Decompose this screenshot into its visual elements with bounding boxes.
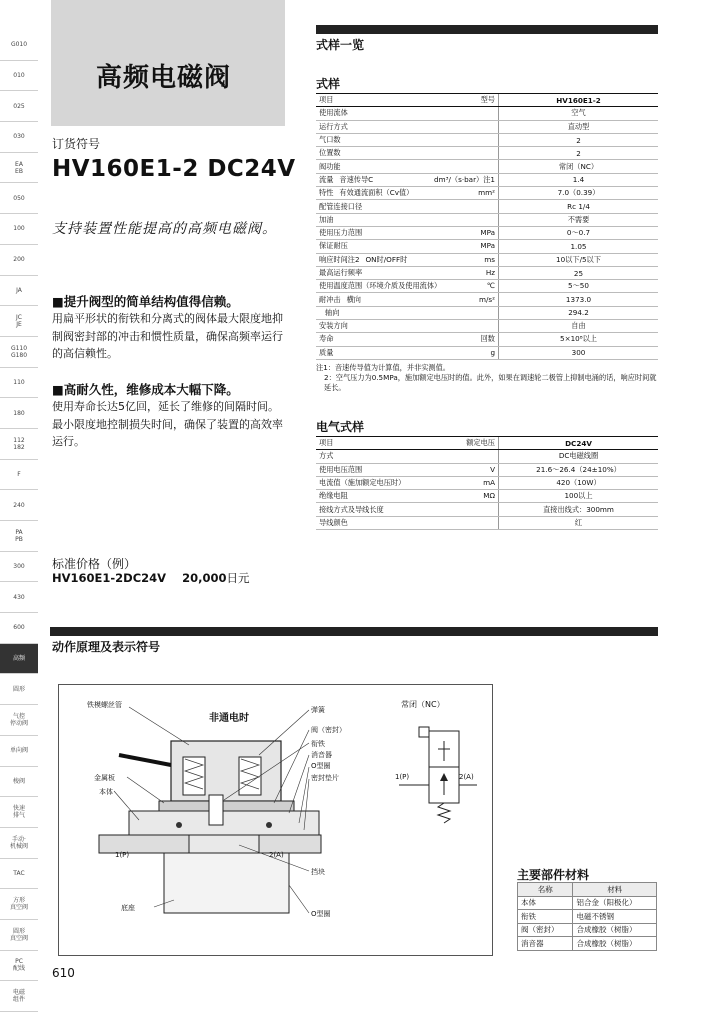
spec-value: 1.05	[499, 240, 659, 253]
part-material: 合成橡胶（树脂）	[573, 937, 657, 951]
elec-unit: V	[490, 464, 495, 474]
part-name: 本体	[518, 896, 573, 910]
parts-row	[518, 896, 657, 910]
spec-notes	[316, 363, 658, 393]
spec-label-cell	[316, 133, 499, 146]
spec-row	[316, 293, 658, 306]
parts-table	[517, 882, 657, 951]
symbol-port-1: 1(P)	[395, 773, 410, 781]
elec-row	[316, 516, 658, 529]
index-tab[interactable]: 圆形 真空阀	[0, 920, 38, 951]
index-tab[interactable]: 180	[0, 398, 38, 429]
spec-label: 质量	[319, 347, 334, 357]
index-tab[interactable]: 112 182	[0, 429, 38, 460]
spec-unit: MPa	[480, 228, 495, 238]
spec-header-model-label: 型号	[480, 95, 495, 105]
spec-row	[316, 240, 658, 253]
spec-overview-heading: 式样一览	[316, 38, 365, 52]
spec-value: 2	[499, 133, 659, 146]
index-tab[interactable]: PC 配线	[0, 951, 38, 982]
elec-label: 接线方式及导线长度	[319, 504, 384, 514]
index-tab[interactable]: 430	[0, 582, 38, 613]
principle-heading: 动作原理及表示符号	[52, 640, 161, 654]
parts-header-name: 名称	[518, 883, 573, 897]
spec-label: 安装方向	[319, 321, 348, 331]
spec-label-cell	[316, 160, 499, 173]
spec-value: 0～0.7	[499, 226, 659, 239]
elec-header-value: DC24V	[499, 437, 659, 450]
spec-value: Rc 1/4	[499, 200, 659, 213]
price-line	[52, 570, 249, 586]
part-material: 合成橡胶（树脂）	[573, 923, 657, 937]
spec-table	[316, 93, 658, 360]
spec-row	[316, 147, 658, 160]
spec-unit: 回数	[480, 334, 495, 344]
index-tab[interactable]: 110	[0, 368, 38, 399]
index-tab[interactable]: EA EB	[0, 153, 38, 184]
spec-value: 294.2	[499, 306, 659, 319]
spec-row	[316, 280, 658, 293]
index-tab[interactable]: 200	[0, 245, 38, 276]
elec-row	[316, 450, 658, 463]
spec-value: 1373.0	[499, 293, 659, 306]
spec-label-cell	[316, 320, 499, 333]
part-material: 铝合金（阳极化）	[573, 896, 657, 910]
elec-value: 直接出线式：300mm	[499, 503, 659, 516]
spec-label: 最高运行频率	[319, 268, 363, 277]
spec-row	[316, 200, 658, 213]
index-tab[interactable]: 单向阀	[0, 736, 38, 767]
spec-label-cell	[316, 240, 499, 253]
spec-label: 保证耐压	[319, 241, 348, 251]
spec-row	[316, 226, 658, 239]
label-silencer: 消音器	[311, 751, 332, 759]
spec-label: 响应时间注2	[319, 254, 360, 264]
spec-label-cell	[316, 187, 499, 200]
valve-diagram	[58, 684, 493, 956]
spec-row	[316, 120, 658, 133]
spec-row	[316, 160, 658, 173]
part-name: 衔铁	[518, 910, 573, 924]
spec-sublabel: ON时/OFF时	[365, 254, 408, 264]
label-port-1: 1(P)	[115, 851, 130, 859]
spec-label-cell	[316, 226, 499, 239]
label-spring: 弹簧	[311, 706, 325, 714]
spec-sublabel: 轴向	[325, 307, 340, 317]
spec-value: 直动型	[499, 120, 659, 133]
elec-row	[316, 463, 658, 476]
parts-header-row	[518, 883, 657, 897]
spec-label-cell	[316, 200, 499, 213]
spec-label: 阀功能	[319, 161, 341, 171]
label-gasket: 密封垫片	[311, 774, 339, 782]
elec-label-cell	[316, 490, 499, 503]
parts-row	[518, 910, 657, 924]
spec-label-cell	[316, 173, 499, 186]
symbol-title: 常闭（NC）	[401, 700, 445, 709]
spec-value: 25	[499, 266, 659, 279]
spec-label-cell	[316, 147, 499, 160]
index-tab[interactable]: PA PB	[0, 521, 38, 552]
index-tab[interactable]: 030	[0, 122, 38, 153]
index-tab[interactable]: G110 G180	[0, 337, 38, 368]
spec-row	[316, 306, 658, 319]
spec-row	[316, 133, 658, 146]
spec-sublabel: 有效通流面积（Cv值）	[339, 188, 414, 198]
spec-value: 不需要	[499, 213, 659, 226]
spec-label-cell	[316, 107, 499, 120]
spec-label-cell	[316, 213, 499, 226]
label-port-2: 2(A)	[269, 851, 284, 859]
spec-label-cell	[316, 120, 499, 133]
elec-value: 100以上	[499, 490, 659, 503]
diagram-title: 非通电时	[209, 713, 249, 724]
elec-value: 红	[499, 516, 659, 529]
spec-label: 运行方式	[319, 121, 348, 131]
spec-header-row	[316, 94, 658, 107]
elec-label: 导线颜色	[319, 517, 348, 527]
spec-label-cell	[316, 333, 499, 346]
elec-label: 使用电压范围	[319, 464, 363, 474]
elec-label: 电流值（施加额定电压时）	[319, 478, 406, 488]
spec-row	[316, 173, 658, 186]
parts-header-material: 材料	[573, 883, 657, 897]
symbol-port-2: 2(A)	[459, 773, 474, 781]
spec-header-item: 项目	[319, 95, 334, 105]
tagline: 支持装置性能提高的高频电磁阀。	[52, 221, 277, 237]
spec-value: 10以下/5以下	[499, 253, 659, 266]
order-label: 订货符号	[52, 137, 101, 151]
spec-unit: MPa	[480, 241, 495, 251]
index-tab[interactable]: G010	[0, 30, 38, 61]
part-name: 消音器	[518, 937, 573, 951]
spec-label: 耐冲击	[319, 294, 341, 304]
spec-value: 5×10⁸以上	[499, 333, 659, 346]
part-material: 电磁不锈钢	[573, 910, 657, 924]
spec-value: 5～50	[499, 280, 659, 293]
page-title: 高频电磁阀	[96, 63, 232, 93]
label-valve-seal: 阀（密封）	[311, 726, 346, 734]
spec-row	[316, 320, 658, 333]
spec-unit: ℃	[486, 281, 495, 291]
label-o-ring-2: O型圈	[311, 910, 331, 918]
elec-value: 420（10W）	[499, 476, 659, 489]
parts-row	[518, 923, 657, 937]
index-tab[interactable]: 240	[0, 490, 38, 521]
feature-body-2: 使用寿命长达5亿回，延长了维修的间隔时间。最小限度地控制损失时间，确保了装置的高效率运行。	[52, 400, 283, 448]
index-tab[interactable]: 快速 排气	[0, 797, 38, 828]
parts-heading: 主要部件材料	[517, 868, 590, 882]
elec-label-cell	[316, 503, 499, 516]
index-tab[interactable]: TAC	[0, 859, 38, 890]
spec-label-cell	[316, 253, 499, 266]
price-unit: 日元	[226, 571, 250, 585]
index-tab[interactable]: 梭阀	[0, 767, 38, 798]
spec-value: 300	[499, 346, 659, 359]
spec-label: 特性	[319, 188, 334, 198]
spec-row	[316, 107, 658, 120]
elec-heading: 电气式样	[316, 420, 365, 434]
elec-header-row	[316, 437, 658, 450]
section-bar	[316, 25, 658, 34]
index-tab[interactable]: 600	[0, 613, 38, 644]
label-o-ring: O型圈	[311, 762, 331, 770]
index-tab[interactable]: 圆形	[0, 674, 38, 705]
spec-label: 使用流体	[319, 108, 348, 118]
spec-value: 1.4	[499, 173, 659, 186]
spec-unit: g	[490, 347, 495, 357]
spec-note-2: 2：空气压力为0.5MPa，施加额定电压时的值。此外，如果在调速轮二极管上抑制电涌的话，响应时间就延长。	[324, 373, 657, 392]
index-tab[interactable]: 气控 停动阀	[0, 705, 38, 736]
index-tab[interactable]: JC JE	[0, 306, 38, 337]
spec-row	[316, 253, 658, 266]
index-tab[interactable]: F	[0, 460, 38, 491]
elec-unit: mA	[483, 478, 495, 488]
elec-header-item: 项目	[319, 438, 334, 448]
spec-unit: ms	[484, 254, 495, 264]
label-base: 底座	[121, 904, 135, 912]
index-tab[interactable]: 高频	[0, 644, 38, 675]
elec-table	[316, 436, 658, 530]
label-armature: 衔铁	[311, 740, 325, 748]
elec-label-cell	[316, 476, 499, 489]
spec-value: 2	[499, 147, 659, 160]
label-stopper: 挡块	[311, 868, 325, 876]
elec-value: DC电磁线圈	[499, 450, 659, 463]
elec-label-cell	[316, 463, 499, 476]
index-tab[interactable]: 电磁 组件	[0, 981, 38, 1012]
spec-label: 气口数	[319, 135, 341, 145]
spec-unit: mm²	[478, 188, 495, 198]
spec-label-cell	[316, 280, 499, 293]
spec-label-cell	[316, 346, 499, 359]
spec-label: 使用压力范围	[319, 228, 363, 238]
spec-label-cell	[316, 293, 499, 306]
elec-row	[316, 490, 658, 503]
index-tab[interactable]: 手动· 机械阀	[0, 828, 38, 859]
elec-label: 方式	[319, 451, 334, 461]
spec-sublabel: 横向	[346, 294, 361, 304]
index-tab[interactable]: 300	[0, 552, 38, 583]
elec-unit: MΩ	[483, 491, 495, 501]
spec-label: 配管连接口径	[319, 201, 363, 211]
spec-label: 位置数	[319, 148, 341, 158]
spec-label: 寿命	[319, 334, 334, 344]
spec-note-1: 注1：音速传导值为计算值，并非实测值。	[316, 363, 450, 372]
spec-label: 流量	[319, 174, 334, 184]
index-tab[interactable]: JA	[0, 276, 38, 307]
spec-label-cell	[316, 306, 499, 319]
parts-row	[518, 937, 657, 951]
label-body: 本体	[99, 788, 113, 796]
feature-body-1: 用扁平形状的衔铁和分离式的阀体最大限度地抑制阀密封部的冲击和惯性质量，确保高频率运行的高信赖性。	[52, 312, 283, 360]
label-metal-plate: 金属板	[94, 774, 115, 782]
index-tab[interactable]: 050	[0, 183, 38, 214]
feature-heading-2: ■高耐久性，维修成本大幅下降。	[52, 382, 239, 397]
principle-bar	[50, 627, 658, 636]
spec-unit: m/s²	[478, 294, 495, 304]
spec-sublabel: 音速传导C	[339, 174, 374, 184]
spec-label: 使用温度范围（环境介质及使用流体）	[319, 281, 442, 291]
price-label: 标准价格（例）	[52, 557, 137, 571]
spec-row	[316, 266, 658, 279]
index-tab[interactable]: 025	[0, 91, 38, 122]
elec-label-cell	[316, 450, 499, 463]
model-title: HV160E1-2 DC24V	[52, 156, 296, 182]
spec-row	[316, 187, 658, 200]
index-tab[interactable]: 方形 真空阀	[0, 889, 38, 920]
spec-value: 常闭（NC）	[499, 160, 659, 173]
spec-header-value: HV160E1-2	[499, 94, 659, 107]
price-model: HV160E1-2DC24V	[52, 571, 167, 585]
part-name: 阀（密封）	[518, 923, 573, 937]
spec-value: 7.0（0.39）	[499, 187, 659, 200]
spec-row	[316, 346, 658, 359]
spec-heading: 式样	[316, 77, 341, 91]
spec-row	[316, 333, 658, 346]
index-tab[interactable]: 010	[0, 61, 38, 92]
price-amount: 20,000	[182, 571, 227, 585]
spec-label-cell	[316, 266, 499, 279]
feature-heading-1: ■提升阀型的简单结构值得信赖。	[52, 294, 239, 309]
elec-row	[316, 476, 658, 489]
spec-row	[316, 213, 658, 226]
spec-value: 自由	[499, 320, 659, 333]
elec-label: 绝缘电阻	[319, 491, 348, 501]
elec-row	[316, 503, 658, 516]
spec-unit: Hz	[485, 268, 495, 277]
spec-label: 加油	[319, 214, 334, 224]
elec-label-cell	[316, 516, 499, 529]
elec-value: 21.6～26.4（24±10%）	[499, 463, 659, 476]
spec-unit: dm³/（s·bar）注1	[434, 174, 495, 184]
elec-header-voltage-label: 额定电压	[466, 438, 495, 448]
page-number: 610	[52, 966, 75, 980]
label-coil: 铁模螺丝管	[87, 701, 122, 709]
valve-cross-section	[59, 685, 492, 955]
index-tabs	[0, 30, 38, 1012]
index-tab[interactable]: 100	[0, 214, 38, 245]
spec-value: 空气	[499, 107, 659, 120]
